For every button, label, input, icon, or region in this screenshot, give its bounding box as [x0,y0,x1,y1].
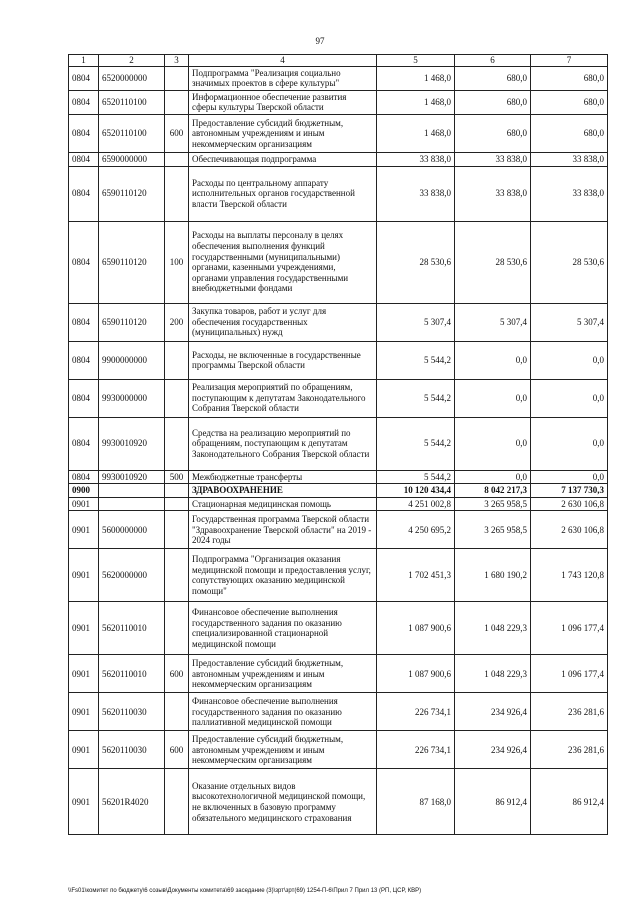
description-cell: Предоставление субсидий бюджетным, автономным учреждениям и иным некоммерческим организациям [189,731,377,769]
description-cell: Подпрограмма "Реализация социально значимых проектов в сфере культуры" [189,66,377,90]
expense-type-cell [165,497,189,511]
target-article-cell: 6590110120 [99,166,165,221]
amount-cell-year2: 1 048 229,3 [455,602,531,655]
expense-type-cell [165,693,189,731]
amount-cell-year2: 33 838,0 [455,166,531,221]
column-header: 1 [69,55,99,67]
page-number: 97 [315,36,325,46]
amount-cell-year2: 0,0 [455,417,531,470]
description-cell: Финансовое обеспечение выполнения государственного задания по оказанию паллиативной медицинской помощи [189,693,377,731]
target-article-cell: 6520000000 [99,66,165,90]
amount-cell-year1: 5 544,2 [377,470,455,484]
amount-cell-year2: 3 265 958,5 [455,497,531,511]
column-header: 5 [377,55,455,67]
section-code-cell: 0804 [69,166,99,221]
target-article-cell: 9930010920 [99,417,165,470]
amount-cell-year3: 5 307,4 [531,303,608,341]
description-cell: Государственная программа Тверской области "Здравоохранение Тверской области" на 2019 - 2024 годы [189,511,377,549]
description-cell: Подпрограмма "Организация оказания медицинской помощи и предоставления услуг, сопутствующих оказанию медицинской помощи" [189,549,377,602]
amount-cell-year3: 1 096 177,4 [531,655,608,693]
target-article-cell: 5620110010 [99,655,165,693]
section-code-cell: 0804 [69,66,99,90]
description-cell: Стационарная медицинская помощь [189,497,377,511]
amount-cell-year2: 86 912,4 [455,769,531,835]
table-row [69,511,608,549]
amount-cell-year2: 680,0 [455,90,531,114]
table-row [69,417,608,470]
target-article-cell: 9930000000 [99,379,165,417]
amount-cell-year3: 680,0 [531,90,608,114]
amount-cell-year1: 226 734,1 [377,693,455,731]
section-code-cell: 0901 [69,549,99,602]
target-article-cell: 5620110030 [99,731,165,769]
table-row [69,115,608,153]
section-code-cell: 0901 [69,693,99,731]
table-row [69,497,608,511]
expense-type-cell: 200 [165,303,189,341]
target-article-cell: 56201R4020 [99,769,165,835]
amount-cell-year3: 1 096 177,4 [531,602,608,655]
amount-cell-year1: 5 544,2 [377,379,455,417]
section-code-cell: 0804 [69,221,99,303]
table-row [69,602,608,655]
column-header: 7 [531,55,608,67]
section-code-cell: 0901 [69,655,99,693]
amount-cell-year1: 5 544,2 [377,417,455,470]
expense-type-cell [165,90,189,114]
description-cell: Расходы по центральному аппарату исполнительных органов государственной власти Тверской области [189,166,377,221]
expense-type-cell: 500 [165,470,189,484]
amount-cell-year2: 1 048 229,3 [455,655,531,693]
column-header: 3 [165,55,189,67]
footer-file-path: \\Fs01\комитет по бюджету\6 созыв\Документы комитета\69 заседание (3)\зрт\зрт(69) 1254-П-6\Прил 7 Прил 13 (РП, ЦСР, КВР) [68,888,422,894]
table-row [69,484,608,498]
section-code-cell: 0804 [69,379,99,417]
budget-table [68,54,608,835]
description-cell: Информационное обеспечение развития сферы культуры Тверской области [189,90,377,114]
column-header: 4 [189,55,377,67]
amount-cell-year2: 5 307,4 [455,303,531,341]
section-code-cell: 0804 [69,470,99,484]
amount-cell-year1: 33 838,0 [377,153,455,167]
column-header: 2 [99,55,165,67]
expense-type-cell [165,769,189,835]
section-code-cell: 0901 [69,731,99,769]
expense-type-cell: 600 [165,115,189,153]
table-row [69,379,608,417]
amount-cell-year3: 2 630 106,8 [531,497,608,511]
section-code-cell: 0804 [69,303,99,341]
amount-cell-year3: 0,0 [531,417,608,470]
table-row [69,470,608,484]
amount-cell-year3: 86 912,4 [531,769,608,835]
description-cell: Предоставление субсидий бюджетным, автономным учреждениям и иным некоммерческим организациям [189,655,377,693]
target-article-cell: 6590110120 [99,221,165,303]
amount-cell-year1: 1 468,0 [377,115,455,153]
expense-type-cell: 100 [165,221,189,303]
amount-cell-year2: 3 265 958,5 [455,511,531,549]
expense-type-cell: 600 [165,655,189,693]
target-article-cell: 6590110120 [99,303,165,341]
target-article-cell: 9930010920 [99,470,165,484]
amount-cell-year3: 680,0 [531,115,608,153]
expense-type-cell [165,341,189,379]
amount-cell-year3: 0,0 [531,470,608,484]
amount-cell-year3: 0,0 [531,379,608,417]
section-code-cell: 0804 [69,417,99,470]
table-row [69,221,608,303]
amount-cell-year2: 680,0 [455,66,531,90]
table-row [69,303,608,341]
table-row [69,153,608,167]
amount-cell-year1: 1 468,0 [377,90,455,114]
amount-cell-year2: 0,0 [455,379,531,417]
description-cell: Оказание отдельных видов высокотехнологичной медицинской помощи, не включенных в базовую программу обязательного медицинского страхования [189,769,377,835]
description-cell: Средства на реализацию мероприятий по обращениям, поступающим к депутатам Законодательного Собрания Тверской области [189,417,377,470]
section-code-cell: 0804 [69,90,99,114]
amount-cell-year1: 1 087 900,6 [377,602,455,655]
amount-cell-year3: 1 743 120,8 [531,549,608,602]
section-code-cell: 0804 [69,115,99,153]
table-row [69,341,608,379]
expense-type-cell [165,379,189,417]
table-row [69,549,608,602]
description-cell: Предоставление субсидий бюджетным, автономным учреждениям и иным некоммерческим организациям [189,115,377,153]
amount-cell-year3: 2 630 106,8 [531,511,608,549]
amount-cell-year1: 1 468,0 [377,66,455,90]
expense-type-cell [165,417,189,470]
target-article-cell: 6590000000 [99,153,165,167]
amount-cell-year1: 1 087 900,6 [377,655,455,693]
table-row [69,66,608,90]
amount-cell-year1: 226 734,1 [377,731,455,769]
section-code-cell: 0804 [69,153,99,167]
expense-type-cell [165,602,189,655]
table-body [69,66,608,835]
amount-cell-year2: 680,0 [455,115,531,153]
amount-cell-year2: 234 926,4 [455,693,531,731]
section-code-cell: 0901 [69,769,99,835]
table-row [69,693,608,731]
amount-cell-year3: 236 281,6 [531,731,608,769]
description-cell: Обеспечивающая подпрограмма [189,153,377,167]
section-code-cell: 0901 [69,511,99,549]
expense-type-cell: 600 [165,731,189,769]
amount-cell-year2: 1 680 190,2 [455,549,531,602]
target-article-cell [99,484,165,498]
amount-cell-year1: 28 530,6 [377,221,455,303]
description-cell: Закупка товаров, работ и услуг для обеспечения государственных (муниципальных) нужд [189,303,377,341]
expense-type-cell [165,66,189,90]
section-code-cell: 0900 [69,484,99,498]
description-cell: Реализация мероприятий по обращениям, поступающим к депутатам Законодательного Собрания Тверской области [189,379,377,417]
target-article-cell: 9900000000 [99,341,165,379]
expense-type-cell [165,549,189,602]
amount-cell-year2: 33 838,0 [455,153,531,167]
target-article-cell: 6520110100 [99,90,165,114]
amount-cell-year1: 5 544,2 [377,341,455,379]
amount-cell-year1: 4 250 695,2 [377,511,455,549]
expense-type-cell [165,511,189,549]
description-cell: ЗДРАВООХРАНЕНИЕ [189,484,377,498]
table-row [69,166,608,221]
target-article-cell: 5620110030 [99,693,165,731]
table-row [69,655,608,693]
expense-type-cell [165,153,189,167]
target-article-cell [99,497,165,511]
amount-cell-year2: 28 530,6 [455,221,531,303]
target-article-cell: 5600000000 [99,511,165,549]
amount-cell-year1: 87 168,0 [377,769,455,835]
section-code-cell: 0804 [69,341,99,379]
amount-cell-year1: 33 838,0 [377,166,455,221]
table-row [69,769,608,835]
amount-cell-year1: 4 251 002,8 [377,497,455,511]
expense-type-cell [165,484,189,498]
amount-cell-year2: 8 042 217,3 [455,484,531,498]
amount-cell-year3: 236 281,6 [531,693,608,731]
description-cell: Расходы на выплаты персоналу в целях обеспечения выполнения функций государственными (муниципальными) органами, казенными учреждениями, органами управления государственными внебюджетными фондами [189,221,377,303]
amount-cell-year1: 1 702 451,3 [377,549,455,602]
table-row [69,731,608,769]
amount-cell-year2: 234 926,4 [455,731,531,769]
amount-cell-year2: 0,0 [455,341,531,379]
amount-cell-year3: 0,0 [531,341,608,379]
target-article-cell: 6520110100 [99,115,165,153]
description-cell: Межбюджетные трансферты [189,470,377,484]
section-code-cell: 0901 [69,497,99,511]
amount-cell-year1: 10 120 434,4 [377,484,455,498]
amount-cell-year3: 7 137 730,3 [531,484,608,498]
target-article-cell: 5620110010 [99,602,165,655]
column-header: 6 [455,55,531,67]
expense-type-cell [165,166,189,221]
table-row [69,90,608,114]
amount-cell-year2: 0,0 [455,470,531,484]
amount-cell-year1: 5 307,4 [377,303,455,341]
target-article-cell: 5620000000 [99,549,165,602]
header-row [69,55,608,67]
description-cell: Расходы, не включенные в государственные программы Тверской области [189,341,377,379]
description-cell: Финансовое обеспечение выполнения государственного задания по оказанию специализированной стационарной медицинской помощи [189,602,377,655]
amount-cell-year3: 28 530,6 [531,221,608,303]
section-code-cell: 0901 [69,602,99,655]
amount-cell-year3: 680,0 [531,66,608,90]
amount-cell-year3: 33 838,0 [531,153,608,167]
amount-cell-year3: 33 838,0 [531,166,608,221]
